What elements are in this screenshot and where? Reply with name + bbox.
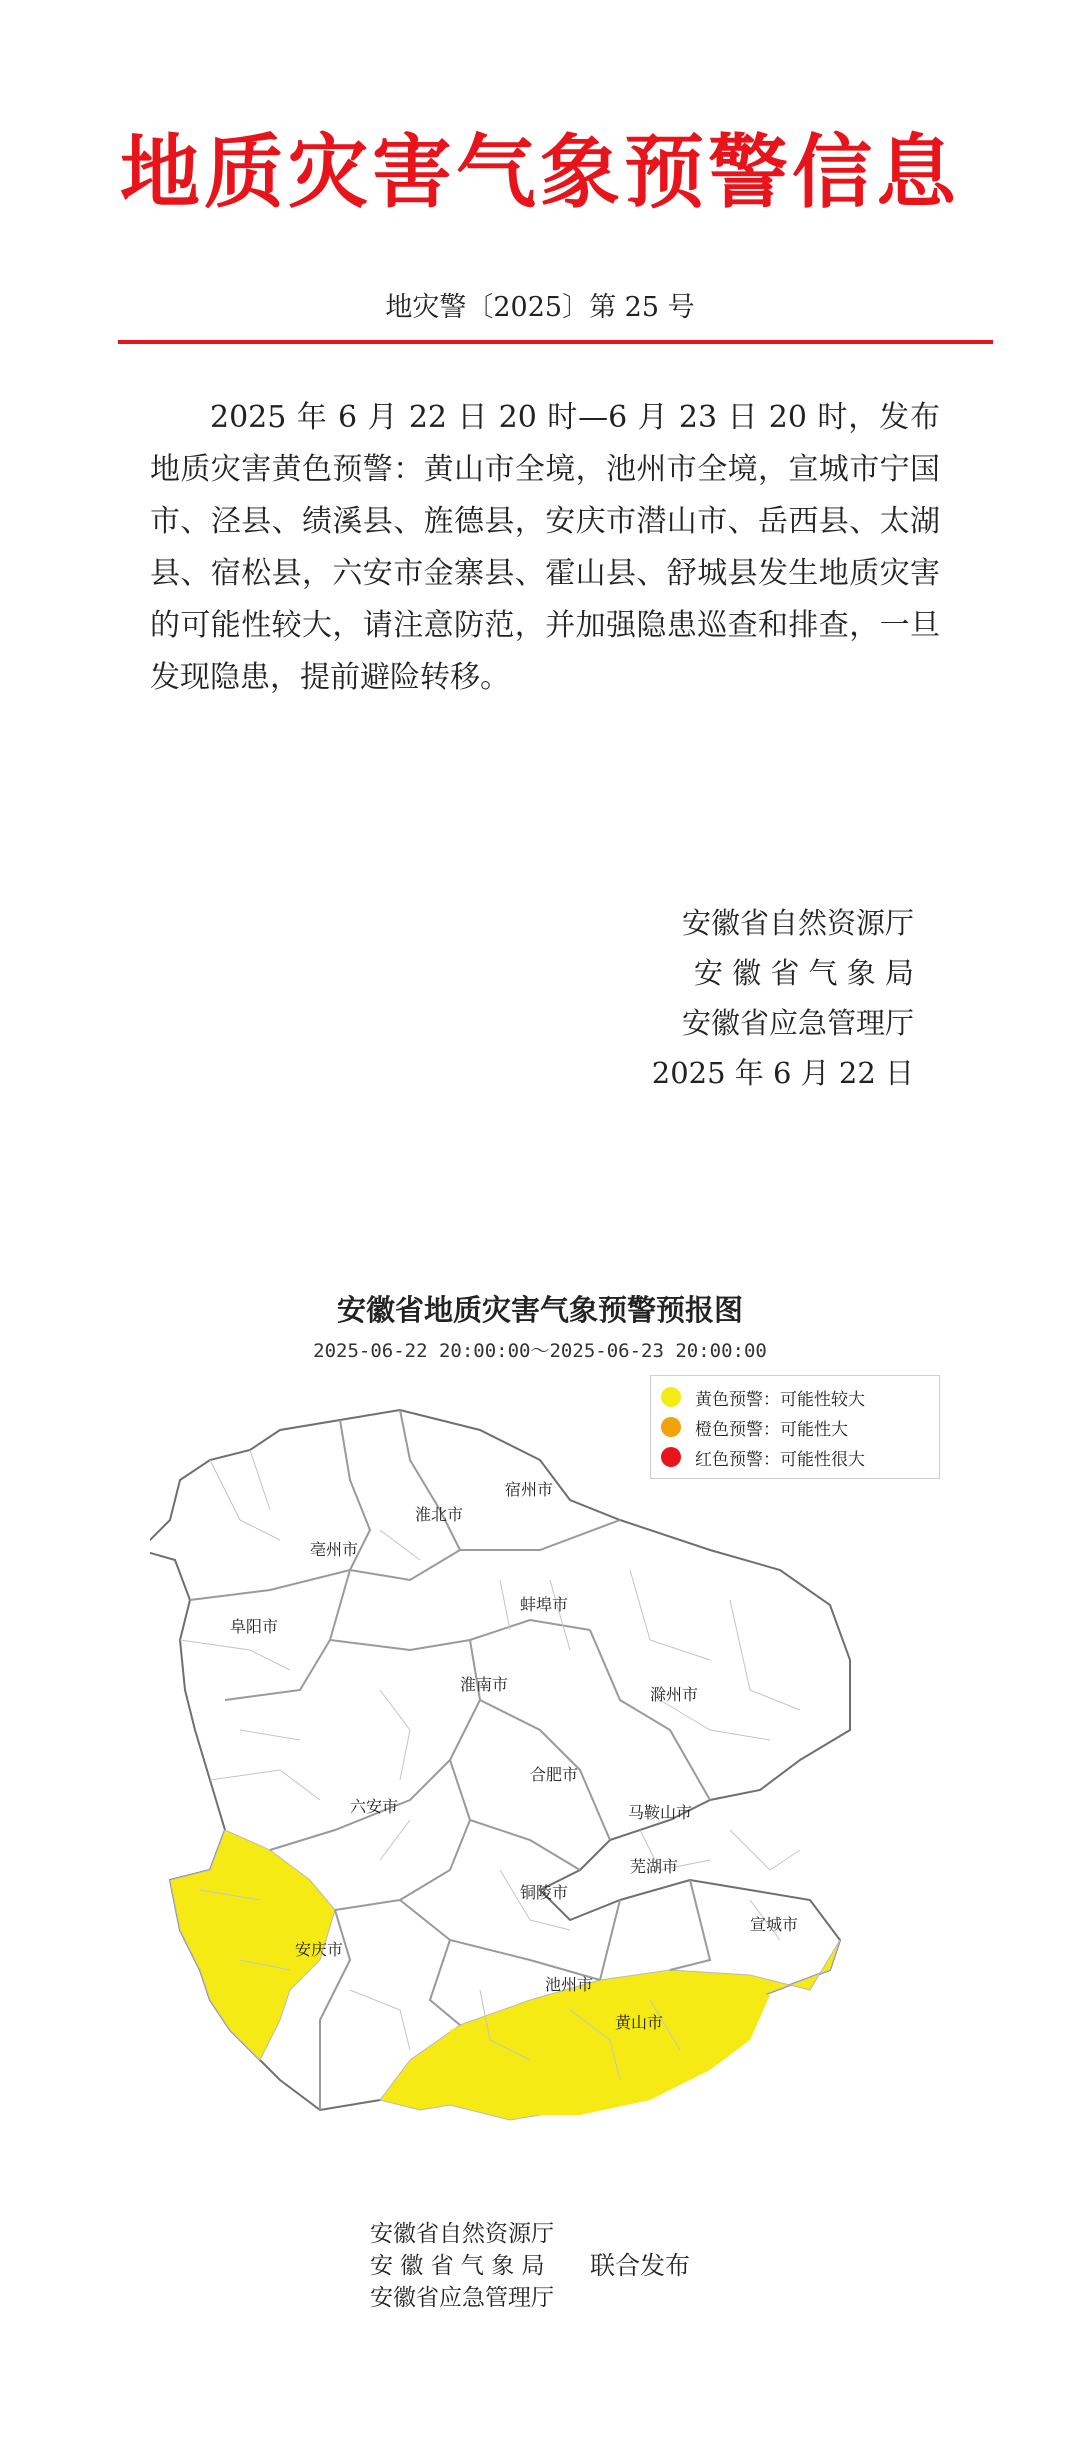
map-subtitle: 2025-06-22 20:00:00～2025-06-23 20:00:00 [313,1340,767,1362]
map-legend [650,1375,940,1479]
joint-release-label: 联合发布 [590,2251,691,2280]
legend-label-orange: 橙色预警：可能性大 [695,1419,848,1440]
yellow-dot-icon [661,1387,681,1407]
city-label-wuhu: 芜湖市 [630,1857,679,1876]
legend-item-yellow [661,1382,929,1412]
map-footer [370,2218,691,2314]
anhui-warning-map [150,1400,970,2200]
city-label-anqing: 安庆市 [295,1940,344,1959]
red-divider [118,340,993,344]
city-label-chizhou: 池州市 [545,1975,594,1994]
city-label-tongling: 铜陵市 [520,1883,569,1902]
city-label-huangshan: 黄山市 [615,2013,664,2032]
legend-label-red: 红色预警：可能性很大 [695,1449,865,1470]
page-title: 地质灾害气象预警信息 [120,125,960,219]
issuer-natural-resources: 安徽省自然资源厅 [681,906,914,940]
legend-item-orange [661,1412,929,1442]
red-dot-icon [661,1447,681,1467]
footer-issuer-emergency: 安徽省应急管理厅 [370,2285,554,2311]
map-title: 安徽省地质灾害气象预警预报图 [336,1293,743,1327]
footer-issuer-natural-resources: 安徽省自然资源厅 [370,2221,554,2247]
map-footer-issuers [370,2218,554,2314]
document-number: 地灾警〔2025〕第 25 号 [385,292,695,323]
legend-item-red [661,1442,929,1472]
city-label-luan: 六安市 [350,1797,399,1816]
city-label-fuyang: 阜阳市 [230,1617,279,1636]
city-label-suzhou: 宿州市 [505,1480,554,1499]
city-label-huainan: 淮南市 [460,1675,509,1694]
city-label-huaibei: 淮北市 [415,1505,464,1524]
city-label-chuzhou: 滁州市 [650,1685,699,1704]
city-label-bengbu: 蚌埠市 [520,1595,569,1614]
footer-issuer-meteorology: 安 徽 省 气 象 局 [370,2253,545,2279]
city-label-hefei: 合肥市 [530,1765,579,1784]
legend-label-yellow: 黄色预警：可能性较大 [695,1389,865,1410]
orange-dot-icon [661,1417,681,1437]
issuer-block [652,898,914,1098]
issuer-meteorology: 安 徽 省 气 象 局 [693,956,914,990]
issuer-emergency: 安徽省应急管理厅 [681,1006,914,1040]
warning-body-text: 2025 年 6 月 22 日 20 时—6 月 23 日 20 时，发布地质灾害黄色预警：黄山市全境，池州市全境，宣城市宁国市、泾县、绩溪县、旌德县，安庆市潜山市、岳西县、太湖县、宿松县，六安市金寨县、霍山县、舒城县发生地质灾害的可能性较大，请注意防范，并加强隐患巡查和排查，一旦发现隐患，提前避险转移。 [150,400,940,695]
city-label-bozhou: 亳州市 [310,1540,359,1559]
issue-date: 2025 年 6 月 22 日 [651,1056,914,1090]
city-label-maanshan: 马鞍山市 [628,1803,693,1822]
city-label-xuancheng: 宣城市 [750,1915,799,1934]
